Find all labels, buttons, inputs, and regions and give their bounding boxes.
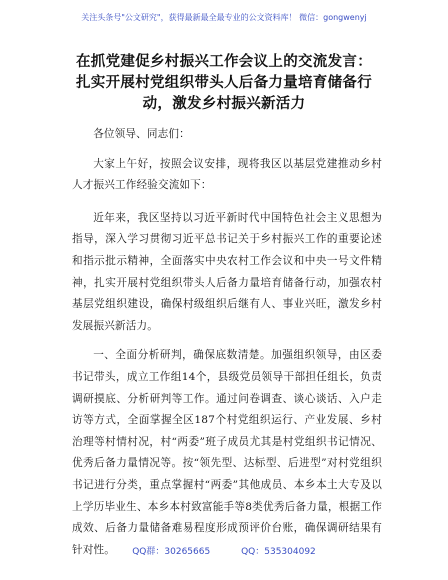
title-line: 动，激发乡村振兴新活力	[142, 96, 306, 112]
paragraph-intro: 大家上午好，按照会议安排，现将我区以基层党建推动乡村人才振兴工作经验交流如下：	[72, 157, 382, 192]
paragraph-section-one: 一、全面分析研判，确保底数清楚。加强组织领导，由区委书记带头，成立工作组14个，县级党员领导干部担任组长，负责调研摸底、分析研判等工作。通过问卷调查、谈心谈话、入户走访等方式，全面掌握全区187个村党组织运行、产业发展、乡村治理等村情村况，村“两委”班子成员尤其是村党组织书记情况、优秀后备力量情况等。按“领先型、达标型、后进型”对村党组织书记进行分类，重点掌握村“两委”其他成员、本乡本土大专及以上学历毕业生、本乡本村致富能手等8类优秀后备力量，根据工作成效、后备力量储备难易程度形成预评价台账，确保调研结果有针对性。	[72, 349, 382, 556]
greeting: 各位领导、同志们：	[93, 128, 190, 140]
paragraph-background: 近年来，我区坚持以习近平新时代中国特色社会主义思想为指导，深入学习贯彻习近平总书记关于乡村振兴工作的重要论述和指示批示精神，全面落实中央农村工作会议和中央一号文件精神，扎实开展村党组织带头人后备力量培育储备行动，加强农村基层党组织建设，确保村级组织后继有人、事业兴旺，激发乡村发展振兴新活力。	[72, 211, 382, 332]
qq-group-text: QQ群：30265665	[132, 547, 211, 557]
contact-footer	[0, 544, 448, 557]
document-body	[72, 124, 382, 569]
promo-banner: 关注头条号"公文研究"，获得最新最全最专业的公文资料库！ 微信：gongwenyj	[81, 13, 367, 22]
title-line: 在抓党建促乡村振兴工作会议上的交流发言：	[76, 54, 372, 70]
title-line: 扎实开展村党组织带头人后备力量培育储备行	[76, 75, 372, 91]
document-title	[40, 52, 408, 115]
qq-text: QQ：535304092	[241, 547, 316, 557]
